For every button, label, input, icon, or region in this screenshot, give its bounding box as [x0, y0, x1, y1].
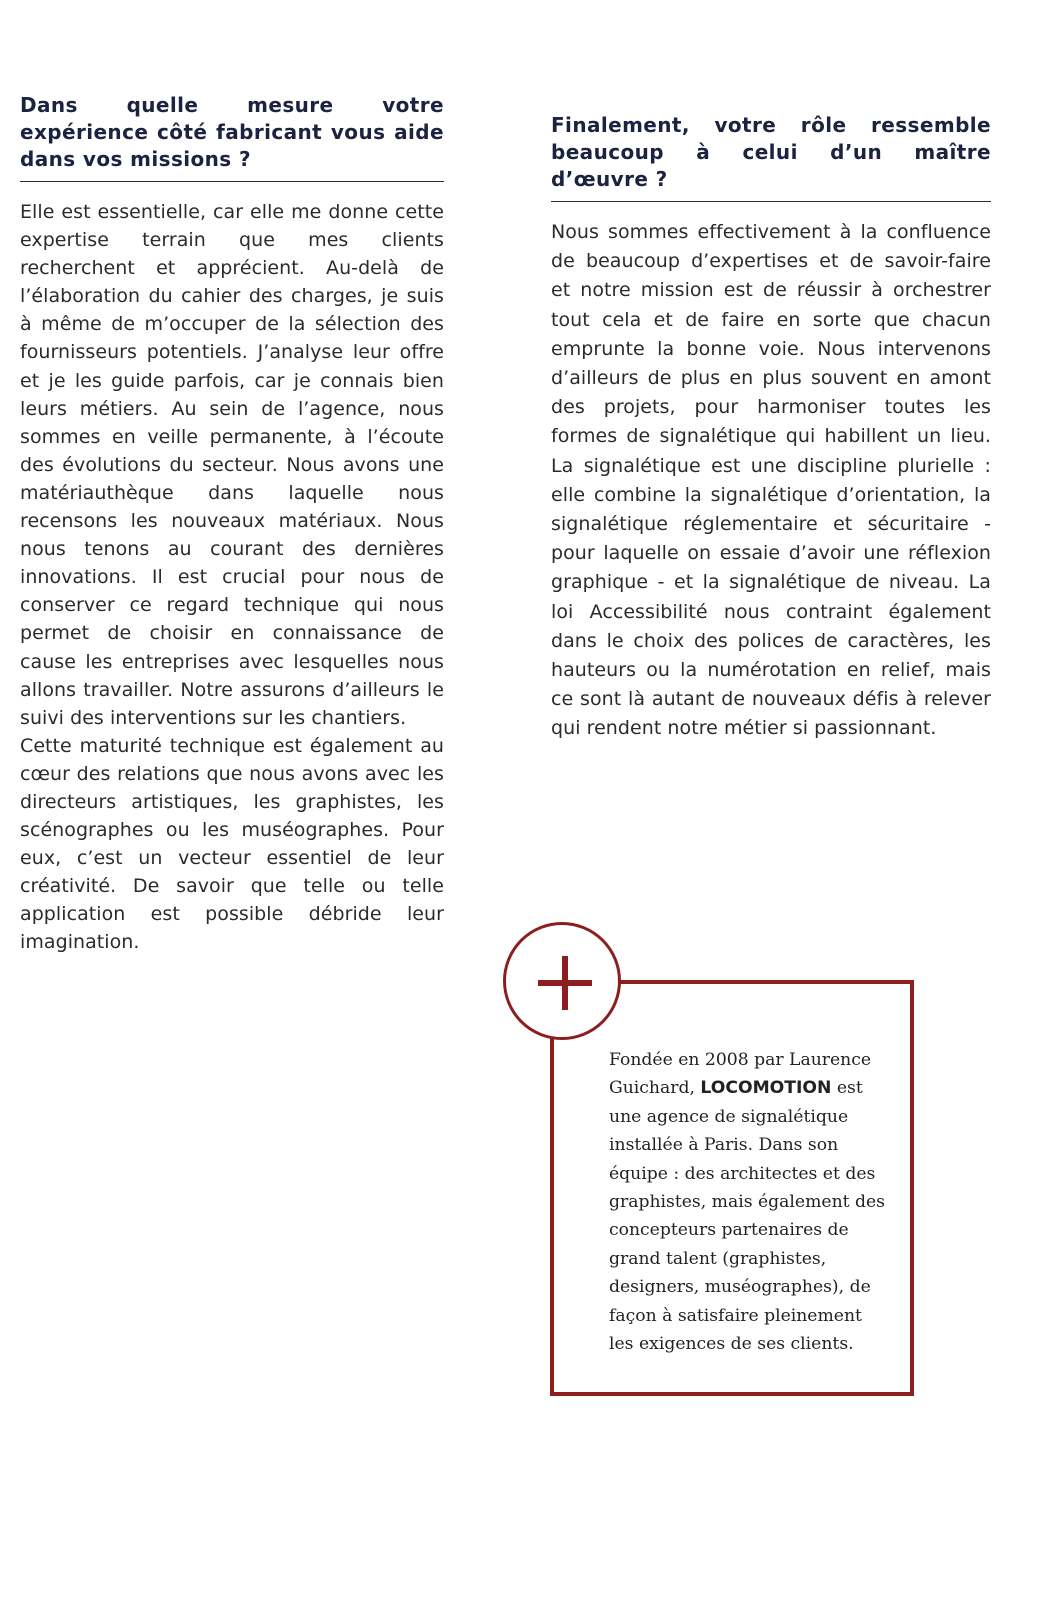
- right-column: [551, 112, 991, 744]
- left-paragraph-2: Cette maturité technique est également au cœur des relations que nous avons avec les directeurs artistiques, les graphistes, les scénographes ou les muséographes. Pour eux, c’est un vecteur essentiel de leur créativité. De savoir que telle ou telle application est possible débride leur imagination.: [20, 734, 444, 954]
- info-box-text: [609, 1046, 889, 1358]
- left-column: [20, 92, 444, 957]
- right-divider: [551, 201, 991, 202]
- left-question: Dans quelle mesure votre expérience côté fabricant vous aide dans vos missions ?: [20, 93, 444, 171]
- left-paragraph-1: Elle est essentielle, car elle me donne cette expertise terrain que mes clients recherchent et apprécient. Au-delà de l’élaboration du cahier des charges, je suis à même de m’occuper de la sélection des fournisseurs potentiels. J’analyse leur offre et je les guide parfois, car je connais bien leurs métiers. Au sein de l’agence, nous sommes en veille permanente, à l’écoute des évolutions du secteur. Nous avons une matériauthèque dans laquelle nous recensons les nouveaux matériaux. Nous nous tenons au courant des dernières innovations. Il est crucial pour nous de conserver ce regard technique qui nous permet de choisir en connaissance de cause les entreprises avec lesquelles nous allons travailler. Notre assurons d’ailleurs le suivi des interventions sur les chantiers.: [20, 201, 444, 729]
- left-answer: [20, 198, 444, 957]
- brand-name: LOCOMOTION: [700, 1078, 832, 1099]
- right-answer: [551, 218, 991, 744]
- right-question: Finalement, votre rôle ressemble beaucoup à celui d’un maître d’œuvre ?: [551, 113, 991, 191]
- info-text-after: est une agence de signalétique installée à Paris. Dans son équipe : des architectes et des graphistes, mais également des concepteurs partenaires de grand talent (graphistes, designers, muséographes), de façon à satisfaire pleinement les exigences de ses clients.: [609, 1078, 885, 1355]
- left-divider: [20, 181, 444, 182]
- right-paragraph-1: Nous sommes effectivement à la confluence de beaucoup d’expertises et de savoir-faire et notre mission est de réussir à orchestrer tout cela et de faire en sorte que chacun emprunte la bonne voie. Nous intervenons d’ailleurs de plus en plus souvent en amont des projets, pour harmoniser toutes les formes de signalétique qui habillent un lieu. La signalétique est une discipline plurielle : elle combine la signalétique d’orientation, la signalétique réglementaire et sécuritaire - pour laquelle on essaie d’avoir une réflexion graphique - et la signalétique de niveau. La loi Accessibilité nous contraint également dans le choix des polices de caractères, les hauteurs ou la numérotation en relief, mais ce sont là autant de nouveaux défis à relever qui rendent notre métier si passionnant.: [551, 221, 991, 740]
- plus-icon: [503, 922, 621, 1040]
- info-text-before: Fondée en 2008 par Laurence Guichard,: [609, 1050, 872, 1099]
